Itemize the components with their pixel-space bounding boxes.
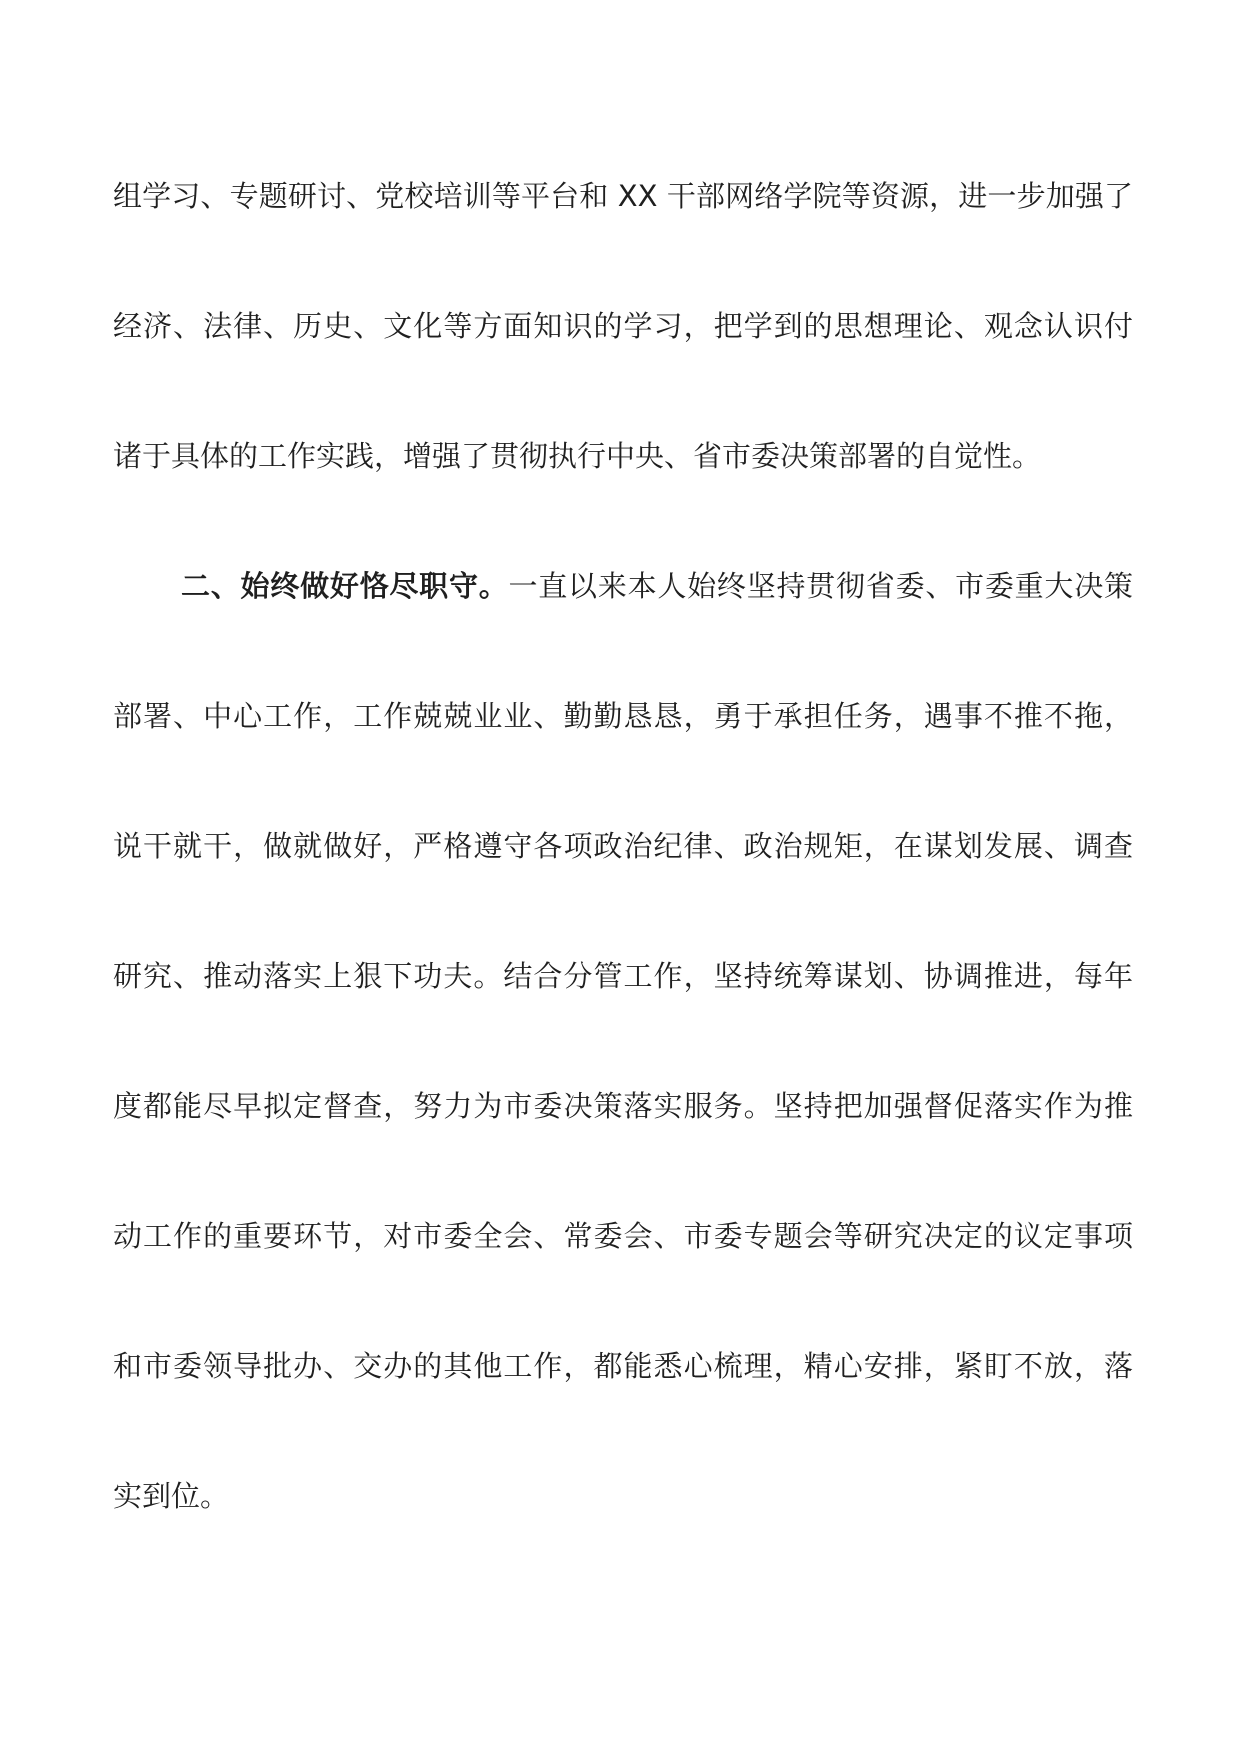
- paragraph-2-line-8: 实到位。: [113, 1479, 230, 1513]
- paragraph-1-line-2: 经济、法律、历史、文化等方面知识的学习，把学到的思想理论、观念认识付: [113, 309, 1133, 343]
- section-heading: 二、始终做好恪尽职守。: [181, 569, 509, 603]
- paragraph-2-first-line-text: 一直以来本人始终坚持贯彻省委、市委重大决策: [508, 569, 1133, 603]
- paragraph-2-line-5: 度都能尽早拟定督查，努力为市委决策落实服务。坚持把加强督促落实作为推: [113, 1089, 1133, 1123]
- paragraph-2-line-1: [113, 566, 1133, 606]
- paragraph-2-line-2: 部署、中心工作，工作兢兢业业、勤勤恳恳，勇于承担任务，遇事不推不拖，: [113, 699, 1133, 733]
- paragraph-2-line-6: 动工作的重要环节，对市委全会、常委会、市委专题会等研究决定的议定事项: [113, 1219, 1133, 1253]
- paragraph-2-line-3: 说干就干，做就做好，严格遵守各项政治纪律、政治规矩，在谋划发展、调查: [113, 829, 1133, 863]
- paragraph-2-line-4: 研究、推动落实上狠下功夫。结合分管工作，坚持统筹谋划、协调推进，每年: [113, 959, 1133, 993]
- paragraph-2-line-7: 和市委领导批办、交办的其他工作，都能悉心梳理，精心安排，紧盯不放，落: [113, 1349, 1133, 1383]
- paragraph-1-line-3: 诸于具体的工作实践，增强了贯彻执行中央、省市委决策部署的自觉性。: [113, 439, 1042, 473]
- paragraph-1-line-1: 组学习、专题研讨、党校培训等平台和 XX 干部网络学院等资源，进一步加强了: [113, 179, 1133, 213]
